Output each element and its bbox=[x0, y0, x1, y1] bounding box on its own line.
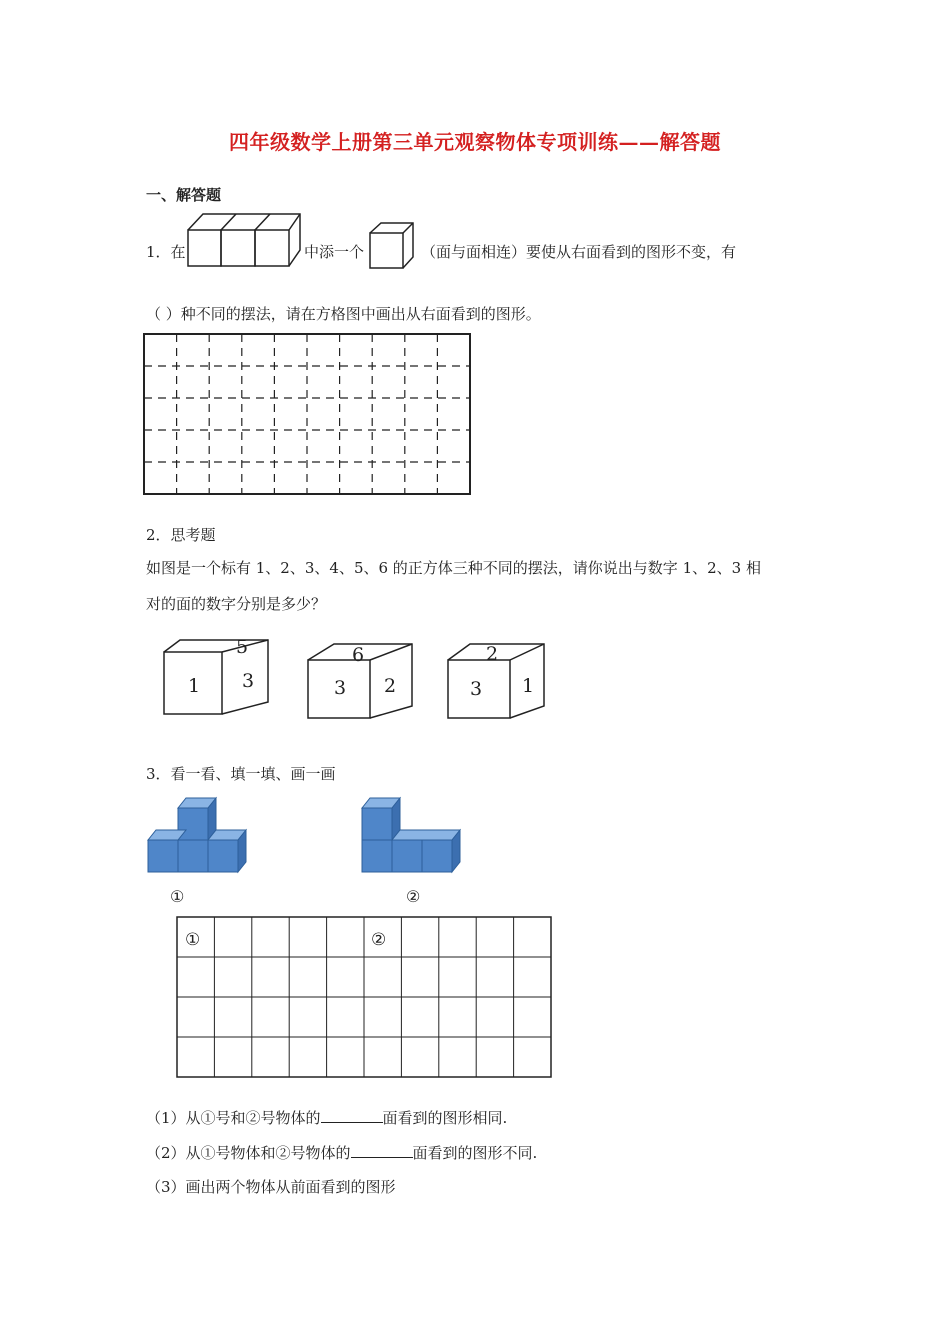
cube2-top-number: 6 bbox=[352, 644, 365, 666]
cube3-front-number: 3 bbox=[470, 678, 483, 700]
q2-dice-figures bbox=[158, 636, 548, 722]
q3-title: 3．看一看、填一填、画一画 bbox=[146, 765, 336, 783]
q1-mid: 中添一个 bbox=[304, 243, 365, 261]
q3-sub2-suffix: 面看到的图形不同. bbox=[412, 1144, 538, 1162]
q1-single-cube-figure bbox=[368, 221, 418, 271]
cube1-front-number: 1 bbox=[188, 675, 201, 697]
cube3-top-number: 2 bbox=[486, 643, 499, 665]
q3-drawing-grid[interactable] bbox=[175, 915, 555, 1081]
cube3-side-number: 1 bbox=[522, 675, 535, 697]
q3-object-2-label: ② bbox=[406, 887, 421, 906]
q3-sub2-prefix: （2）从①号物体和②号物体的 bbox=[146, 1144, 351, 1162]
q1-dashed-grid[interactable] bbox=[142, 332, 474, 498]
cube1-side-number: 3 bbox=[242, 670, 255, 692]
q3-sub2 bbox=[146, 1142, 537, 1163]
q3-sub1-blank[interactable] bbox=[321, 1108, 383, 1123]
q1-cube-row-figure bbox=[184, 210, 304, 270]
cube1-top-number: 5 bbox=[236, 636, 249, 658]
q3-object-1-label: ① bbox=[170, 887, 185, 906]
q2-title: 2．思考题 bbox=[146, 526, 216, 544]
q3-object-2-figure bbox=[358, 796, 468, 876]
q1-suffix: （面与面相连）要使从右面看到的图形不变，有 bbox=[421, 243, 737, 261]
q3-sub1-suffix: 面看到的图形相同. bbox=[382, 1109, 508, 1127]
page-title: 四年级数学上册第三单元观察物体专项训练——解答题 bbox=[229, 130, 721, 154]
section-heading: 一、解答题 bbox=[146, 186, 222, 204]
q1-prefix: 1．在 bbox=[146, 243, 186, 261]
q3-object-1-figure bbox=[144, 796, 254, 876]
q2-line2: 对的面的数字分别是多少？ bbox=[146, 595, 327, 613]
cube2-front-number: 3 bbox=[334, 677, 347, 699]
grid-label-1: ① bbox=[185, 930, 201, 950]
q3-sub3: （3）画出两个物体从前面看到的图形 bbox=[146, 1178, 396, 1196]
q3-sub1 bbox=[146, 1107, 507, 1128]
cube2-side-number: 2 bbox=[384, 675, 397, 697]
q1-line2: （ ）种不同的摆法，请在方格图中画出从右面看到的图形。 bbox=[146, 305, 541, 323]
q3-sub2-blank[interactable] bbox=[351, 1143, 413, 1158]
q2-line1: 如图是一个标有 1、2、3、4、5、6 的正方体三种不同的摆法，请你说出与数字 1、2、3 相 bbox=[146, 559, 761, 577]
grid-label-2: ② bbox=[371, 930, 387, 950]
q3-sub1-prefix: （1）从①号和②号物体的 bbox=[146, 1109, 321, 1127]
